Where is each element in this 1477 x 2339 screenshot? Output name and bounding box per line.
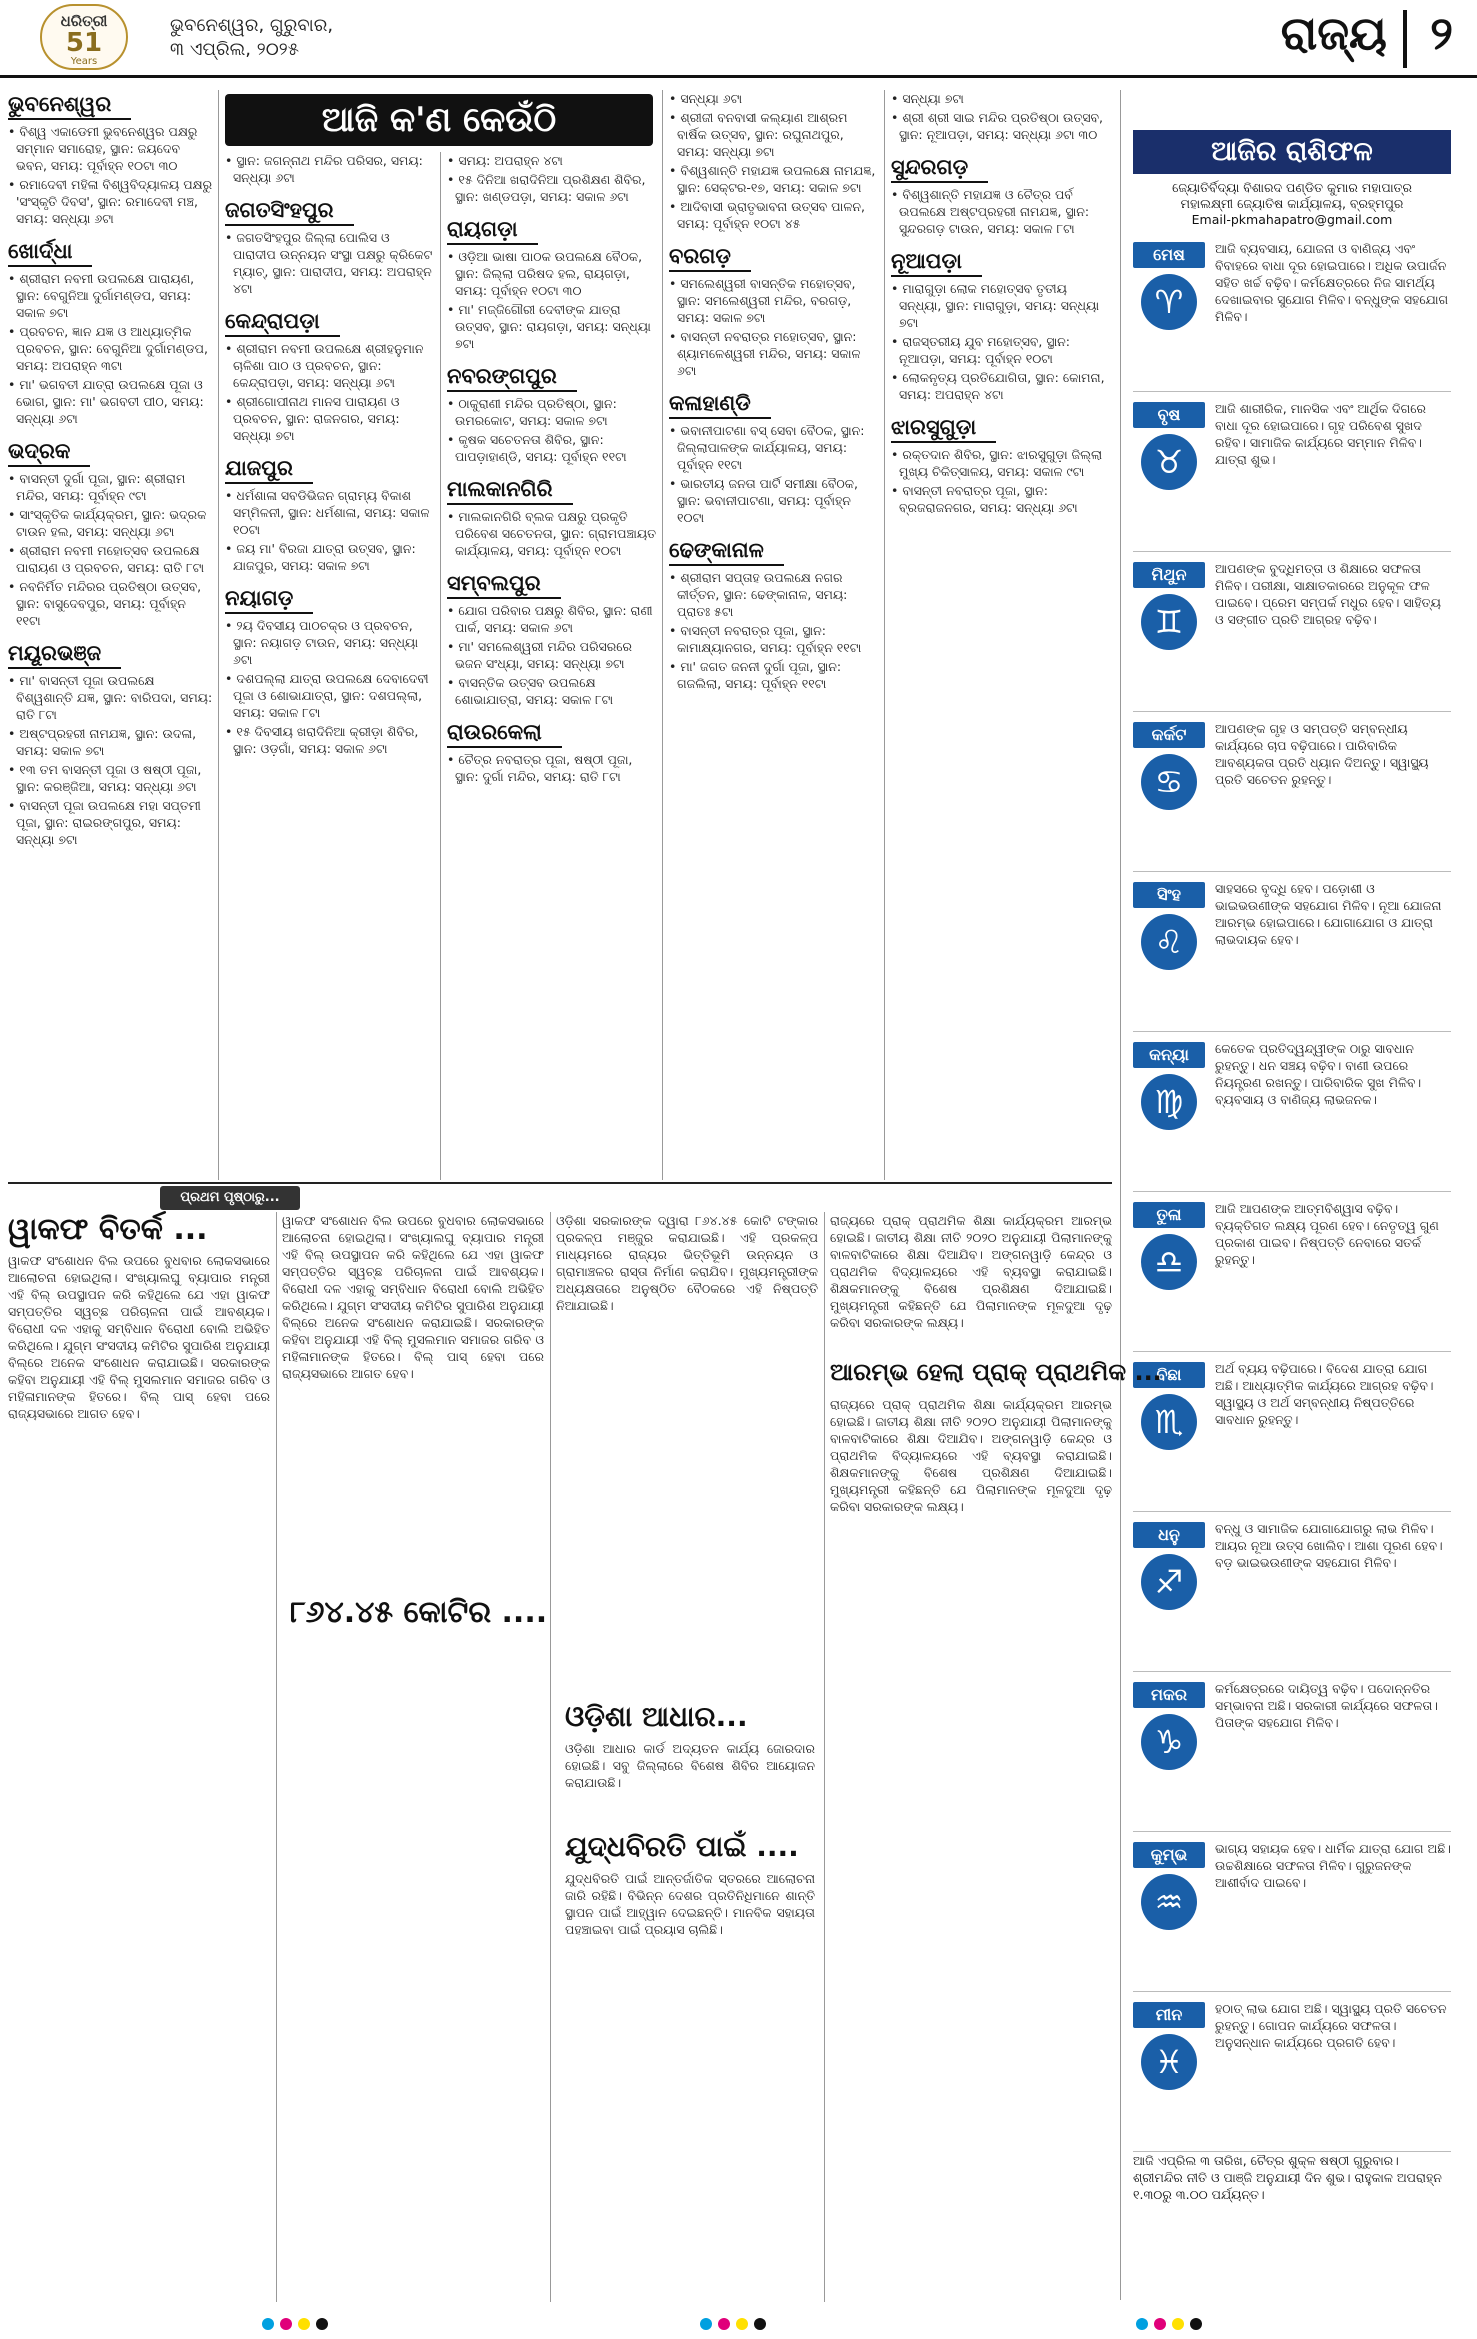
event-item: • ସନ୍ଧ୍ୟା ୬ଟା [669,90,879,107]
rashi-text: ଆଜି ଆପଣଙ୍କ ଆତ୍ମବିଶ୍ୱାସ ବଢ଼ିବ। ବ୍ୟକ୍ତିଗତ ଲକ୍ଷ୍ୟ ପୂରଣ ହେବ। ନେତୃତ୍ୱ ଗୁଣ ପ୍ରକାଶ ପାଇବ। ନିଷ୍ପତ୍ତି ନେବାରେ ସତର୍କ ରୁହନ୍ତୁ। [1215,1201,1439,1267]
dateline-date: ୩ ଏପ୍ରିଲ, ୨୦୨୫ [170,39,299,60]
rashi-text: ଭାଗ୍ୟ ସହାୟକ ହେବ। ଧାର୍ମିକ ଯାତ୍ରା ଯୋଗ ଅଛି। ଉଚ୍ଚଶିକ୍ଷାରେ ସଫଳତା ମିଳିବ। ଗୁରୁଜନଙ୍କ ଆଶୀର୍ବାଦ ପାଇବେ। [1215,1841,1451,1890]
event-item: • ଆଦିବାସୀ ଭ୍ରାତୃଭାବନା ଉତ୍ସବ ପାଳନ, ସମୟ: ପୂର୍ବାହ୍ନ ୧୦ଟା ୪୫ [669,198,879,232]
event-item: • ଲୋକନୃତ୍ୟ ପ୍ରତିଯୋଗିତା, ସ୍ଥାନ: କୋମନା, ସମୟ: ଅପରାହ୍ନ ୪ଟା [891,369,1111,403]
rashi-name: ମିଥୁନ [1133,562,1205,588]
rashi-name: ତୁଳା [1133,1202,1205,1228]
column-divider [550,1212,551,2302]
event-item: • ବିଶ୍ୱ ଏକାଡେମୀ ଭୁବନେଶ୍ୱର ପକ୍ଷରୁ ସମ୍ମାନ ସମାରୋହ, ସ୍ଥାନ: ଜୟଦେବ ଭବନ, ସମୟ: ପୂର୍ବାହ୍ନ ୧୦ଟା ୩୦ [8,123,213,174]
events-section-heading: ଆଜି କ'ଣ କେଉଁଠି [225,94,653,146]
column-divider [1120,90,1121,2300]
rashi-text: ସାହସରେ ବୃଦ୍ଧି ହେବ। ପଡ଼ୋଶୀ ଓ ଭାଇଭଉଣୀଙ୍କ ସହଯୋଗ ମିଳିବ। ନୂଆ ଯୋଜନା ଆରମ୍ଭ ହୋଇପାରେ। ଯୋଗାଯୋଗ ଓ ଯାତ୍ରା ଲାଭଦାୟକ ହେବ। [1215,881,1442,947]
column-divider [276,1212,277,2302]
rashi-name: ମେଷ [1133,242,1205,268]
district-heading: ନୟାଗଡ଼ [225,584,313,614]
registration-mark-black [316,2318,328,2330]
rashi-item [1133,1676,1451,1832]
district-heading: ସୁନ୍ଦରଗଡ଼ [891,153,988,183]
rashifal-intro [1133,180,1451,228]
registration-mark-magenta [718,2318,730,2330]
rashi-text: କର୍ମକ୍ଷେତ୍ରରେ ଦାୟିତ୍ୱ ବଢ଼ିବ। ପଦୋନ୍ନତିର ସମ୍ଭାବନା ଅଛି। ସରକାରୀ କାର୍ଯ୍ୟରେ ସଫଳତା। ପିତାଙ୍କ ସହଯୋଗ ମିଳିବ। [1215,1681,1438,1730]
event-item: • ବିଶ୍ୱଶାନ୍ତି ମହାଯଜ୍ଞ ଉପଲକ୍ଷେ ନାମଯଜ୍ଞ, ସ୍ଥାନ: ସେକ୍ଟର-୧୭, ସମୟ: ସକାଳ ୭ଟା [669,162,879,196]
event-item: • ରାଜସ୍ତରୀୟ ଯୁବ ମହୋତ୍ସବ, ସ୍ଥାନ: ନୂଆପଡ଼ା, ସମୟ: ପୂର୍ବାହ୍ନ ୧୦ଟା [891,333,1111,367]
rashi-name: ମକର [1133,1682,1205,1708]
event-item: • ବାସନ୍ତୀ ପୂଜା ଉପଲକ୍ଷେ ମହା ସପ୍ତମୀ ପୂଜା, ସ୍ଥାନ: ରାଇରଙ୍ଗପୁର, ସମୟ: ସନ୍ଧ୍ୟା ୭ଟା [8,797,213,848]
dateline-place-day: ଭୁବନେଶ୍ୱର, ଗୁରୁବାର, [170,15,334,36]
registration-mark-magenta [1154,2318,1166,2330]
district-heading: ଭୁବନେଶ୍ୱର [8,90,131,120]
rashi-name: କର୍କଟ [1133,722,1205,748]
budget-article-body: ଓଡ଼ିଶା ସରକାରଙ୍କ ଦ୍ୱାରା ୮୬୪.୪୫ କୋଟି ଟଙ୍କାର ପ୍ରକଳ୍ପ ମଞ୍ଜୁର କରାଯାଇଛି। ଏହି ପ୍ରକଳ୍ପ ମାଧ୍ୟମରେ ରାଜ୍ୟର ଭିତ୍ତିଭୂମି ଉନ୍ନୟନ ଓ ଗ୍ରାମାଞ୍ଚଳର ରାସ୍ତା ନିର୍ମାଣ କରାଯିବ। ମୁଖ୍ୟମନ୍ତ୍ରୀଙ୍କ ଅଧ୍ୟକ୍ଷତାରେ ଅନୁଷ୍ଠିତ ବୈଠକରେ ଏହି ନିଷ୍ପତ୍ତି ନିଆଯାଇଛି। [556,1213,818,1313]
district-heading: ଖୋର୍ଦ୍ଧା [8,237,92,267]
event-item: • ବାସନ୍ତୀ ନବରାତ୍ର ମହୋତ୍ସବ, ସ୍ଥାନ: ଶ୍ୟାମଳେଶ୍ୱରୀ ମନ୍ଦିର, ସମୟ: ସକାଳ ୬ଟା [669,328,879,379]
event-item: • କୃଷକ ସଚେତନତା ଶିବିର, ସ୍ଥାନ: ପାପଡ଼ାହାଣ୍ଡି, ସମୟ: ପୂର୍ବାହ୍ନ ୧୧ଟା [447,431,657,465]
waqf-article-body-cont: ୱାକଫ ସଂଶୋଧନ ବିଲ ଉପରେ ବୁଧବାର ଲୋକସଭାରେ ଆଲୋଚନା ହୋଇଥିଲା। ସଂଖ୍ୟାଲଘୁ ବ୍ୟାପାର ମନ୍ତ୍ରୀ ଏହି ବିଲ୍ ଉପସ୍ଥାପନ କରି କହିଥିଲେ ଯେ ଏହା ୱାକଫ ସମ୍ପତ୍ତିର ସ୍ୱଚ୍ଛ ପରିଚାଳନା ପାଇଁ ଆବଶ୍ୟକ। ବିରୋଧୀ ଦଳ ଏହାକୁ ସମ୍ବିଧାନ ବିରୋଧୀ ବୋଲି ଅଭିହିତ କରିଥିଲେ। ଯୁଗ୍ମ ସଂସଦୀୟ କମିଟିର ସୁପାରିଶ ଅନୁଯାୟୀ ବିଲ୍‌ରେ ଅନେକ ସଂଶୋଧନ କରାଯାଇଛି। ସରକାରଙ୍କ କହିବା ଅନୁଯାୟୀ ଏହି ବିଲ୍ ମୁସଲମାନ ସମାଜର ଗରିବ ଓ ମହିଳାମାନଙ୍କ ହିତରେ। ବିଲ୍ ପାସ୍ ହେବା ପରେ ରାଜ୍ୟସଭାରେ ଆଗତ ହେବ। [282,1213,544,1381]
district-heading: ଝାରସୁଗୁଡ଼ା [891,413,996,443]
event-item: • ଅଷ୍ଟପ୍ରହରୀ ନାମଯଜ୍ଞ, ସ୍ଥାନ: ଉଦଳା, ସମୟ: ସକାଳ ୭ଟା [8,725,213,759]
events-column-3 [447,152,657,1180]
budget-headline: ୮୬୪.୪୫ କୋଟିର .... [290,1595,548,1630]
column-divider [440,152,441,1180]
event-item: • ଶ୍ରୀ ଶ୍ରୀ ସାଇ ମନ୍ଦିର ପ୍ରତିଷ୍ଠା ଉତ୍ସବ, ସ୍ଥାନ: ନୂଆପଡ଼ା, ସମୟ: ସନ୍ଧ୍ୟା ୬ଟା ୩୦ [891,109,1111,143]
event-item: • ଓଡ଼ିଆ ଭାଷା ପାଠକ ଉପଲକ୍ଷେ ବୈଠକ, ସ୍ଥାନ: ଜିଲ୍ଲା ପରିଷଦ ହଲ, ରାୟଗଡ଼ା, ସମୟ: ପୂର୍ବାହ୍ନ ୧୦ଟା ୩୦ [447,248,657,299]
event-item: • ଶ୍ରୀଜୀ ବନବାସୀ କଲ୍ୟାଣ ଆଶ୍ରମ ବାର୍ଷିକ ଉତ୍ସବ, ସ୍ଥାନ: ରଘୁନାଥପୁର, ସମୟ: ସନ୍ଧ୍ୟା ୭ଟା [669,109,879,160]
masthead-divider [1403,10,1407,68]
event-item: • ଶ୍ରୀଗୋପୀନାଥ ମାନସ ପାରାୟଣ ଓ ପ୍ରବଚନ, ସ୍ଥାନ: ରାଜନଗର, ସମୟ: ସନ୍ଧ୍ୟା ୭ଟା [225,393,435,444]
event-item: • ରମାଦେବୀ ମହିଳା ବିଶ୍ୱବିଦ୍ୟାଳୟ ପକ୍ଷରୁ 'ସଂସ୍କୃତି ଦିବସ', ସ୍ଥାନ: ରମାଦେବୀ ମଞ୍ଚ, ସମୟ: ସନ୍ଧ୍ୟା ୬ଟା [8,176,213,227]
logo-brand: ଧରିତ୍ରୀ [60,12,108,30]
event-item: • ଦଶପଲ୍ଲା ଯାତ୍ରା ଉପଲକ୍ଷେ ଦେବାଦେବୀ ପୂଜା ଓ ଶୋଭାଯାତ୍ରା, ସ୍ଥାନ: ଦଶପଲ୍ଲା, ସମୟ: ସକାଳ ୮ଟା [225,670,435,721]
odisha-aadhaar-headline: ଓଡ଼ିଶା ଆଧାର... [565,1700,748,1733]
events-column-4 [669,90,879,1180]
event-item: • ମାରାଗୁଡ଼ା ଲୋକ ମହୋତ୍ସବ ତୃତୀୟ ସନ୍ଧ୍ୟା, ସ୍ଥାନ: ମାରାଗୁଡ଼ା, ସମୟ: ସନ୍ଧ୍ୟା ୭ଟା [891,280,1111,331]
zodiac-sign-icon: ♈ [1141,274,1197,330]
rashifal-heading: ଆଜିର ରାଶିଫଳ [1133,130,1451,174]
waqf-headline: ୱାକଫ ବିତର୍କ ... [8,1212,208,1247]
rashi-name: ବୃଷ [1133,402,1205,428]
rashi-name: ଧନୁ [1133,1522,1205,1548]
registration-mark-black [1190,2318,1202,2330]
events-column-2 [225,152,435,1180]
preprimary-headline: ଆରମ୍ଭ ହେଲା ପ୍ରାକ୍ ପ୍ରାଥମିକ ... [830,1358,1162,1386]
section-divider [8,1182,1112,1184]
logo-years-number: 51 [65,28,103,58]
events-column-1 [8,90,213,1180]
event-item: • ୧୩ ତମ ବାସନ୍ତୀ ପୂଜା ଓ ଷଷ୍ଠୀ ପୂଜା, ସ୍ଥାନ: କରଞ୍ଜିଆ, ସମୟ: ସନ୍ଧ୍ୟା ୬ଟା [8,761,213,795]
district-heading: ଜଗତସିଂହପୁର [225,196,354,226]
event-item: • ନବନିର୍ମିତ ମନ୍ଦିରର ପ୍ରତିଷ୍ଠା ଉତ୍ସବ, ସ୍ଥାନ: ବାସୁଦେବପୁର, ସମୟ: ପୂର୍ବାହ୍ନ ୧୧ଟା [8,578,213,629]
event-item: • ମାଲକାନଗିରି ବ୍ଲକ ପକ୍ଷରୁ ପ୍ରକୃତି ପରିବେଶ ସଚେତନତା, ସ୍ଥାନ: ଗ୍ରାମପଞ୍ଚାୟତ କାର୍ଯ୍ୟାଳୟ, ସମୟ: ପୂର୍ବାହ୍ନ ୧୦ଟା [447,508,657,559]
rashi-name: ମୀନ [1133,2002,1205,2028]
district-heading: ଯାଜପୁର [225,454,313,484]
events-column-5 [891,90,1111,1180]
event-item: • ମା' ସମଲେଶ୍ୱରୀ ମନ୍ଦିର ପରିସରରେ ଭଜନ ସଂଧ୍ୟା, ସମୟ: ସନ୍ଧ୍ୟା ୭ଟା [447,638,657,672]
rashi-text: ଆଜି ଶାରୀରିକ, ମାନସିକ ଏବଂ ଆର୍ଥିକ ଦିଗରେ ବାଧା ଦୂର ହୋଇପାରେ। ଗୃହ ପରିବେଶ ସୁଖଦ ରହିବ। ସାମାଜିକ କାର୍ଯ୍ୟରେ ସମ୍ମାନ ମିଳିବ। ଯାତ୍ରା ଶୁଭ। [1215,401,1426,467]
rashi-text: ଆପଣଙ୍କ ବୁଦ୍ଧିମତ୍ତା ଓ ଶିକ୍ଷାରେ ସଫଳତା ମିଳିବ। ପରୀକ୍ଷା, ସାକ୍ଷାତକାରରେ ଅନୁକୂଳ ଫଳ ପାଇବେ। ପ୍ରେମ ସମ୍ପର୍କ ମଧୁର ହେବ। ସାହିତ୍ୟ ଓ ସଙ୍ଗୀତ ପ୍ରତି ଆଗ୍ରହ ବଢ଼ିବ। [1215,561,1441,627]
rashi-item [1133,1356,1451,1512]
page-number: ୨ [1430,6,1453,60]
district-heading: ମାଲକାନଗିରି [447,475,573,505]
district-heading: ରାୟଗଡ଼ା [447,215,538,245]
preprimary-article-body: ରାଜ୍ୟରେ ପ୍ରାକ୍ ପ୍ରାଥମିକ ଶିକ୍ଷା କାର୍ଯ୍ୟକ୍ରମ ଆରମ୍ଭ ହୋଇଛି। ଜାତୀୟ ଶିକ୍ଷା ନୀତି ୨୦୨୦ ଅନୁଯାୟୀ ପିଲାମାନଙ୍କୁ ବାଳବାଟିକାରେ ଶିକ୍ଷା ଦିଆଯିବ। ଅଙ୍ଗନୱାଡ଼ି କେନ୍ଦ୍ର ଓ ପ୍ରାଥମିକ ବିଦ୍ୟାଳୟରେ ଏହି ବ୍ୟବସ୍ଥା କରାଯାଇଛି। ଶିକ୍ଷକମାନଙ୍କୁ ବିଶେଷ ପ୍ରଶିକ୍ଷଣ ଦିଆଯାଇଛି। ମୁଖ୍ୟମନ୍ତ୍ରୀ କହିଛନ୍ତି ଯେ ପିଲାମାନଙ୍କ ମୂଳଦୁଆ ଦୃଢ଼ କରିବା ସରକାରଙ୍କ ଲକ୍ଷ୍ୟ। [830,1397,1112,1514]
zodiac-sign-icon: ♒ [1141,1874,1197,1930]
astrologer-office: ମହାଲକ୍ଷ୍ମୀ ଜ୍ୟୋତିଷ କାର୍ଯ୍ୟାଳୟ, ବ୍ରହ୍ମପୁର [1180,196,1404,211]
rashi-text: ବନ୍ଧୁ ଓ ସାମାଜିକ ଯୋଗାଯୋଗରୁ ଲାଭ ମିଳିବ। ଆୟର ନୂଆ ଉତ୍ସ ଖୋଲିବ। ଆଶା ପୂରଣ ହେବ। ବଡ଼ ଭାଇଭଉଣୀଙ୍କ ସହଯୋଗ ମିଳିବ। [1215,1521,1443,1570]
event-item: • ରକ୍ତଦାନ ଶିବିର, ସ୍ଥାନ: ଝାରସୁଗୁଡ଼ା ଜିଲ୍ଲା ମୁଖ୍ୟ ଚିକିତ୍ସାଳୟ, ସମୟ: ସକାଳ ୯ଟା [891,446,1111,480]
event-item: • ମା' ବାସନ୍ତୀ ପୂଜା ଉପଲକ୍ଷେ ବିଶ୍ୱଶାନ୍ତି ଯଜ୍ଞ, ସ୍ଥାନ: ବାରିପଦା, ସମୟ: ରାତି ୮ଟା [8,672,213,723]
event-item: • ପ୍ରବଚନ, ଜ୍ଞାନ ଯଜ୍ଞ ଓ ଆଧ୍ୟାତ୍ମିକ ପ୍ରବଚନ, ସ୍ଥାନ: ବେଗୁନିଆ ଦୁର୍ଗାମଣ୍ଡପ, ସମୟ: ଅପରାହ୍ନ ୩ଟା [8,323,213,374]
registration-mark-yellow [1172,2318,1184,2330]
newspaper-logo [40,4,128,70]
event-item: • ଶ୍ରୀରାମ ନବମୀ ଉପଲକ୍ଷେ ପାରାୟଣ, ସ୍ଥାନ: ବେଗୁନିଆ ଦୁର୍ଗାମଣ୍ଡପ, ସମୟ: ସକାଳ ୭ଟା [8,270,213,321]
waqf-article-body: ୱାକଫ ସଂଶୋଧନ ବିଲ ଉପରେ ବୁଧବାର ଲୋକସଭାରେ ଆଲୋଚନା ହୋଇଥିଲା। ସଂଖ୍ୟାଲଘୁ ବ୍ୟାପାର ମନ୍ତ୍ରୀ ଏହି ବିଲ୍ ଉପସ୍ଥାପନ କରି କହିଥିଲେ ଯେ ଏହା ୱାକଫ ସମ୍ପତ୍ତିର ସ୍ୱଚ୍ଛ ପରିଚାଳନା ପାଇଁ ଆବଶ୍ୟକ। ବିରୋଧୀ ଦଳ ଏହାକୁ ସମ୍ବିଧାନ ବିରୋଧୀ ବୋଲି ଅଭିହିତ କରିଥିଲେ। ଯୁଗ୍ମ ସଂସଦୀୟ କମିଟିର ସୁପାରିଶ ଅନୁଯାୟୀ ବିଲ୍‌ରେ ଅନେକ ସଂଶୋଧନ କରାଯାଇଛି। ସରକାରଙ୍କ କହିବା ଅନୁଯାୟୀ ଏହି ବିଲ୍ ମୁସଲମାନ ସମାଜର ଗରିବ ଓ ମହିଳାମାନଙ୍କ ହିତରେ। ବିଲ୍ ପାସ୍ ହେବା ପରେ ରାଜ୍ୟସଭାରେ ଆଗତ ହେବ। [8,1253,270,1421]
rashi-text: ଅର୍ଥ ବ୍ୟୟ ବଢ଼ିପାରେ। ବିଦେଶ ଯାତ୍ରା ଯୋଗ ଅଛି। ଆଧ୍ୟାତ୍ମିକ କାର୍ଯ୍ୟରେ ଆଗ୍ରହ ବଢ଼ିବ। ସ୍ୱାସ୍ଥ୍ୟ ଓ ଅର୍ଥ ସମ୍ବନ୍ଧୀୟ ନିଷ୍ପତ୍ତିରେ ସାବଧାନ ରୁହନ୍ତୁ। [1215,1361,1434,1427]
ceasefire-headline: ଯୁଦ୍ଧବିରତି ପାଇଁ .... [565,1830,799,1863]
event-item: • ଚୈତ୍ର ନବରାତ୍ର ପୂଜା, ଷଷ୍ଠୀ ପୂଜା, ସ୍ଥାନ: ଦୁର୍ଗା ମନ୍ଦିର, ସମୟ: ରାତି ୮ଟା [447,751,657,785]
rashi-item [1133,1516,1451,1672]
astrologer-email: Email-pkmahapatro@gmail.com [1191,212,1393,227]
event-item: • ମା' ମଜ୍ଜିଗୌରୀ ଦେବୀଙ୍କ ଯାତ୍ରା ଉତ୍ସବ, ସ୍ଥାନ: ରାୟଗଡ଼ା, ସମୟ: ସନ୍ଧ୍ୟା ୭ଟା [447,301,657,352]
event-item: • ସମଲେଶ୍ୱରୀ ବାସନ୍ତିକ ମହୋତ୍ସବ, ସ୍ଥାନ: ସମଲେଶ୍ୱରୀ ମନ୍ଦିର, ବରଗଡ଼, ସମୟ: ସକାଳ ୭ଟା [669,275,879,326]
event-item: • ୧୫ ଦିନିଆ ଖରାଦିନିଆ ପ୍ରଶିକ୍ଷଣ ଶିବିର, ସ୍ଥାନ: ଖଣ୍ଡପଡ଼ା, ସମୟ: ସକାଳ ୬ଟା [447,171,657,205]
zodiac-sign-icon: ♏ [1141,1394,1197,1450]
column-divider [884,90,885,1180]
zodiac-sign-icon: ♐ [1141,1554,1197,1610]
rashi-text: ଆଜି ବ୍ୟବସାୟ, ଯୋଜନା ଓ ବାଣିଜ୍ୟ ଏବଂ ବିବାହରେ ବାଧା ଦୂର ହୋଇପାରେ। ଅଧିକ ଉପାର୍ଜନ ସହିତ ଖର୍ଚ୍ଚ ବଢ଼ିବ। କର୍ମକ୍ଷେତ୍ରରେ ନିଜ ସାମର୍ଥ୍ୟ ଦେଖାଇବାର ସୁଯୋଗ ମିଳିବ। ବନ୍ଧୁଙ୍କ ସହଯୋଗ ମିଳିବ। [1215,241,1449,324]
zodiac-sign-icon: ♋ [1141,754,1197,810]
rashi-item [1133,556,1451,712]
event-item: • ଶ୍ରୀରାମ ନବମୀ ମହୋତ୍ସବ ଉପଲକ୍ଷେ ପାରାୟଣ ଓ ପ୍ରବଚନ, ସମୟ: ରାତି ୮ଟା [8,542,213,576]
event-item: • ଭବାନୀପାଟଣା ବସ୍ ସେବା ବୈଠକ, ସ୍ଥାନ: ଜିଲ୍ଲାପାଳଙ୍କ କାର୍ଯ୍ୟାଳୟ, ସମୟ: ପୂର୍ବାହ୍ନ ୧୧ଟା [669,422,879,473]
event-item: • ଶ୍ରୀରାମ ସପ୍ତାହ ଉପଲକ୍ଷେ ନଗର କୀର୍ତ୍ତନ, ସ୍ଥାନ: ଢେଙ୍କାନାଳ, ସମୟ: ପ୍ରାତଃ ୫ଟା [669,569,879,620]
rashi-text: କେତେକ ପ୍ରତିଦ୍ୱନ୍ଦ୍ୱୀଙ୍କ ଠାରୁ ସାବଧାନ ରୁହନ୍ତୁ। ଧନ ସଞ୍ଚୟ ବଢ଼ିବ। ବାଣୀ ଉପରେ ନିୟନ୍ତ୍ରଣ ରଖନ୍ତୁ। ପାରିବାରିକ ସୁଖ ମିଳିବ। ବ୍ୟବସାୟ ଓ ବାଣିଜ୍ୟ ଲାଭଜନକ। [1215,1041,1422,1107]
odisha-aadhaar-body: ଓଡ଼ିଶା ଆଧାର କାର୍ଡ ଅଦ୍ୟତନ କାର୍ଯ୍ୟ ଜୋରଦାର ହୋଇଛି। ସବୁ ଜିଲ୍ଲାରେ ବିଶେଷ ଶିବିର ଆୟୋଜନ କରାଯାଉଛି। [565,1741,815,1790]
district-heading: ବରଗଡ଼ [669,242,751,272]
event-item: • ଭାରତୀୟ ଜନତା ପାର୍ଟି ସମୀକ୍ଷା ବୈଠକ, ସ୍ଥାନ: ଭବାନୀପାଟଣା, ସମୟ: ପୂର୍ବାହ୍ନ ୧୦ଟା [669,475,879,526]
column-divider [824,1212,825,2302]
zodiac-sign-icon: ♊ [1141,594,1197,650]
ceasefire-body: ଯୁଦ୍ଧବିରତି ପାଇଁ ଆନ୍ତର୍ଜାତିକ ସ୍ତରରେ ଆଲୋଚନା ଜାରି ରହିଛି। ବିଭିନ୍ନ ଦେଶର ପ୍ରତିନିଧିମାନେ ଶାନ୍ତି ସ୍ଥାପନ ପାଇଁ ଆହ୍ୱାନ ଦେଇଛନ୍ତି। ମାନବିକ ସହାୟତା ପହଞ୍ଚାଇବା ପାଇଁ ପ୍ରୟାସ ଚାଲିଛି। [565,1871,815,1937]
event-item: • ସ୍ଥାନ: ଜଗନ୍ନାଥ ମନ୍ଦିର ପରିସର, ସମୟ: ସନ୍ଧ୍ୟା ୬ଟା [225,152,435,186]
page-section-label: ରାଜ୍ୟ [1280,6,1387,60]
district-heading: ଢେଙ୍କାନାଳ [669,536,784,566]
event-item: • ବାସନ୍ତିକ ଉତ୍ସବ ଉପଲକ୍ଷେ ଶୋଭାଯାତ୍ରା, ସମୟ: ସକାଳ ୮ଟା [447,674,657,708]
astrologer-name: ଜ୍ୟୋତିର୍ବିଦ୍ୟା ବିଶାରଦ ପଣ୍ଡିତ କୁମାର ମହାପାତ୍ର [1172,180,1412,195]
registration-mark-cyan [1136,2318,1148,2330]
rashi-text: ଆପଣଙ୍କ ଗୃହ ଓ ସମ୍ପତ୍ତି ସମ୍ବନ୍ଧୀୟ କାର୍ଯ୍ୟରେ ଚାପ ବଢ଼ିପାରେ। ପାରିବାରିକ ଆବଶ୍ୟକତା ପ୍ରତି ଧ୍ୟାନ ଦିଅନ୍ତୁ। ସ୍ୱାସ୍ଥ୍ୟ ପ୍ରତି ସଚେତନ ରୁହନ୍ତୁ। [1215,721,1429,787]
district-heading: ରାଉରକେଲା [447,718,562,748]
zodiac-sign-icon: ♑ [1141,1714,1197,1770]
zodiac-sign-icon: ♍ [1141,1074,1197,1130]
district-heading: ମୟୂରଭଞ୍ଜ [8,639,121,669]
event-item: • ବାସନ୍ତୀ ଦୁର୍ଗା ପୂଜା, ସ୍ଥାନ: ଶ୍ରୀରାମ ମନ୍ଦିର, ସମୟ: ପୂର୍ବାହ୍ନ ୯ଟା [8,470,213,504]
rashi-name: ସିଂହ [1133,882,1205,908]
district-heading: କେନ୍ଦ୍ରାପଡ଼ା [225,307,340,337]
rashifal-footer: ଆଜି ଏପ୍ରିଲ ୩ ତାରିଖ, ଚୈତ୍ର ଶୁକ୍ଳ ଷଷ୍ଠୀ ଗୁରୁବାର। ଶ୍ରୀମନ୍ଦିର ନୀତି ଓ ପାଞ୍ଜି ଅନୁଯାୟୀ ଦିନ ଶୁଭ। ରାହୁକାଳ ଅପରାହ୍ନ ୧.୩୦ରୁ ୩.୦୦ ପର୍ଯ୍ୟନ୍ତ। [1133,2153,1442,2202]
continued-from-front-tag: ପ୍ରଥମ ପୃଷ୍ଠାରୁ... [160,1186,300,1210]
zodiac-sign-icon: ♌ [1141,914,1197,970]
registration-mark-cyan [700,2318,712,2330]
district-heading: ସମ୍ବଲପୁର [447,569,561,599]
event-item: • ୨ୟ ଦିବସୀୟ ପାଠଚକ୍ର ଓ ପ୍ରବଚନ, ସ୍ଥାନ: ନୟାଗଡ଼ ଟାଉନ, ସମୟ: ସନ୍ଧ୍ୟା ୬ଟା [225,617,435,668]
district-heading: ନବରଙ୍ଗପୁର [447,362,577,392]
registration-mark-black [754,2318,766,2330]
rashi-item [1133,716,1451,872]
event-item: • ବିଶ୍ୱଶାନ୍ତି ମହାଯଜ୍ଞ ଓ ଚୈତ୍ର ପର୍ବ ଉପଲକ୍ଷେ ଅଷ୍ଟପ୍ରହରୀ ନାମଯଜ୍ଞ, ସ୍ଥାନ: ସୁନ୍ଦରଗଡ଼ ଟାଉନ, ସମୟ: ସକାଳ ୮ଟା [891,186,1111,237]
rashi-text: ହଠାତ୍ ଲାଭ ଯୋଗ ଅଛି। ସ୍ୱାସ୍ଥ୍ୟ ପ୍ରତି ସଚେତନ ରୁହନ୍ତୁ। ଗୋପନ କାର୍ଯ୍ୟରେ ସଫଳତା। ଅନୁସନ୍ଧାନ କାର୍ଯ୍ୟରେ ପ୍ରଗତି ହେବ। [1215,2001,1447,2050]
rashi-item [1133,396,1451,552]
event-item: • ବାସନ୍ତୀ ନବରାତ୍ର ପୂଜା, ସ୍ଥାନ: ବ୍ରଜରାଜନଗର, ସମୟ: ସନ୍ଧ୍ୟା ୬ଟା [891,482,1111,516]
masthead [0,0,1477,78]
rashi-item [1133,1836,1451,1992]
event-item: • ବାସନ୍ତୀ ନବରାତ୍ର ପୂଜା, ସ୍ଥାନ: କାମାକ୍ଷ୍ୟାନଗର, ସମୟ: ପୂର୍ବାହ୍ନ ୧୧ଟା [669,622,879,656]
registration-mark-yellow [298,2318,310,2330]
rashi-name: କୁମ୍ଭ [1133,1842,1205,1868]
rashi-item [1133,1036,1451,1192]
event-item: • ସମୟ: ଅପରାହ୍ନ ୪ଟା [447,152,657,169]
event-item: • ମା' ଭଗବତୀ ଯାତ୍ରା ଉପଲକ୍ଷେ ପୂଜା ଓ ଭୋଗ, ସ୍ଥାନ: ମା' ଭଗବତୀ ପୀଠ, ସମୟ: ସନ୍ଧ୍ୟା ୬ଟା [8,376,213,427]
event-item: • ଯୋଗ ପରିବାର ପକ୍ଷରୁ ଶିବିର, ସ୍ଥାନ: ରାଣୀ ପାର୍କ, ସମୟ: ସକାଳ ୬ଟା [447,602,657,636]
event-item: • ଜଗତସିଂହପୁର ଜିଲ୍ଲା ପୋଲିସ ଓ ପାରାଦୀପ ଉନ୍ନୟନ ସଂସ୍ଥା ପକ୍ଷରୁ କ୍ରିକେଟ ମ୍ୟାଚ୍, ସ୍ଥାନ: ପାରାଦୀପ, ସମୟ: ଅପରାହ୍ନ ୪ଟା [225,229,435,297]
registration-mark-yellow [736,2318,748,2330]
district-heading: କଳାହାଣ୍ଡି [669,389,771,419]
dateline [170,14,333,62]
rashi-item [1133,1996,1451,2152]
zodiac-sign-icon: ♎ [1141,1234,1197,1290]
logo-years-label: Years [70,56,98,67]
column-divider [218,90,219,1180]
event-item: • ଶ୍ରୀରାମ ନବମୀ ଉପଲକ୍ଷେ ଶ୍ରୀହନୁମାନ ଚାଳିଶା ପାଠ ଓ ପ୍ରବଚନ, ସ୍ଥାନ: କେନ୍ଦ୍ରାପଡ଼ା, ସମୟ: ସନ୍ଧ୍ୟା ୬ଟା [225,340,435,391]
event-item: • ଜୟ ମା' ବିରଜା ଯାତ୍ରା ଉତ୍ସବ, ସ୍ଥାନ: ଯାଜପୁର, ସମୟ: ସକାଳ ୭ଟା [225,540,435,574]
event-item: • ସାଂସ୍କୃତିକ କାର୍ଯ୍ୟକ୍ରମ, ସ୍ଥାନ: ଭଦ୍ରକ ଟାଉନ ହଲ, ସମୟ: ସନ୍ଧ୍ୟା ୬ଟା [8,506,213,540]
rashi-item [1133,1196,1451,1352]
column-divider [662,90,663,1180]
column-4-body: ରାଜ୍ୟରେ ପ୍ରାକ୍ ପ୍ରାଥମିକ ଶିକ୍ଷା କାର୍ଯ୍ୟକ୍ରମ ଆରମ୍ଭ ହୋଇଛି। ଜାତୀୟ ଶିକ୍ଷା ନୀତି ୨୦୨୦ ଅନୁଯାୟୀ ପିଲାମାନଙ୍କୁ ବାଳବାଟିକାରେ ଶିକ୍ଷା ଦିଆଯିବ। ଅଙ୍ଗନୱାଡ଼ି କେନ୍ଦ୍ର ଓ ପ୍ରାଥମିକ ବିଦ୍ୟାଳୟରେ ଏହି ବ୍ୟବସ୍ଥା କରାଯାଇଛି। ଶିକ୍ଷକମାନଙ୍କୁ ବିଶେଷ ପ୍ରଶିକ୍ଷଣ ଦିଆଯାଇଛି। ମୁଖ୍ୟମନ୍ତ୍ରୀ କହିଛନ୍ତି ଯେ ପିଲାମାନଙ୍କ ମୂଳଦୁଆ ଦୃଢ଼ କରିବା ସରକାରଙ୍କ ଲକ୍ଷ୍ୟ। [830,1213,1112,1330]
zodiac-sign-icon: ♓ [1141,2034,1197,2090]
district-heading: ଭଦ୍ରକ [8,437,90,467]
event-item: • ଠାକୁରାଣୀ ମନ୍ଦିର ପ୍ରତିଷ୍ଠା, ସ୍ଥାନ: ଉମରକୋଟ, ସମୟ: ସକାଳ ୭ଟା [447,395,657,429]
district-heading: ନୂଆପଡ଼ା [891,247,982,277]
event-item: • ସନ୍ଧ୍ୟା ୭ଟା [891,90,1111,107]
event-item: • ୧୫ ଦିବସୀୟ ଖରାଦିନିଆ କ୍ରୀଡ଼ା ଶିବିର, ସ୍ଥାନ: ଓଡ଼ଗାଁ, ସମୟ: ସକାଳ ୬ଟା [225,723,435,757]
zodiac-sign-icon: ♉ [1141,434,1197,490]
event-item: • ମା' ଜଗତ ଜନନୀ ଦୁର୍ଗା ପୂଜା, ସ୍ଥାନ: ଗଜଲିଲା, ସମୟ: ପୂର୍ବାହ୍ନ ୧୧ଟା [669,658,879,692]
rashi-name: କନ୍ୟା [1133,1042,1205,1068]
registration-mark-magenta [280,2318,292,2330]
rashi-name: ବିଛା [1133,1362,1205,1388]
rashi-item [1133,236,1451,392]
registration-mark-cyan [262,2318,274,2330]
rashi-item [1133,876,1451,1032]
event-item: • ଧର୍ମଶାଳା ସବଡିଭିଜନ ଗ୍ରାମ୍ୟ ବିକାଶ ସମ୍ମିଳନୀ, ସ୍ଥାନ: ଧର୍ମଶାଳା, ସମୟ: ସକାଳ ୧୦ଟା [225,487,435,538]
